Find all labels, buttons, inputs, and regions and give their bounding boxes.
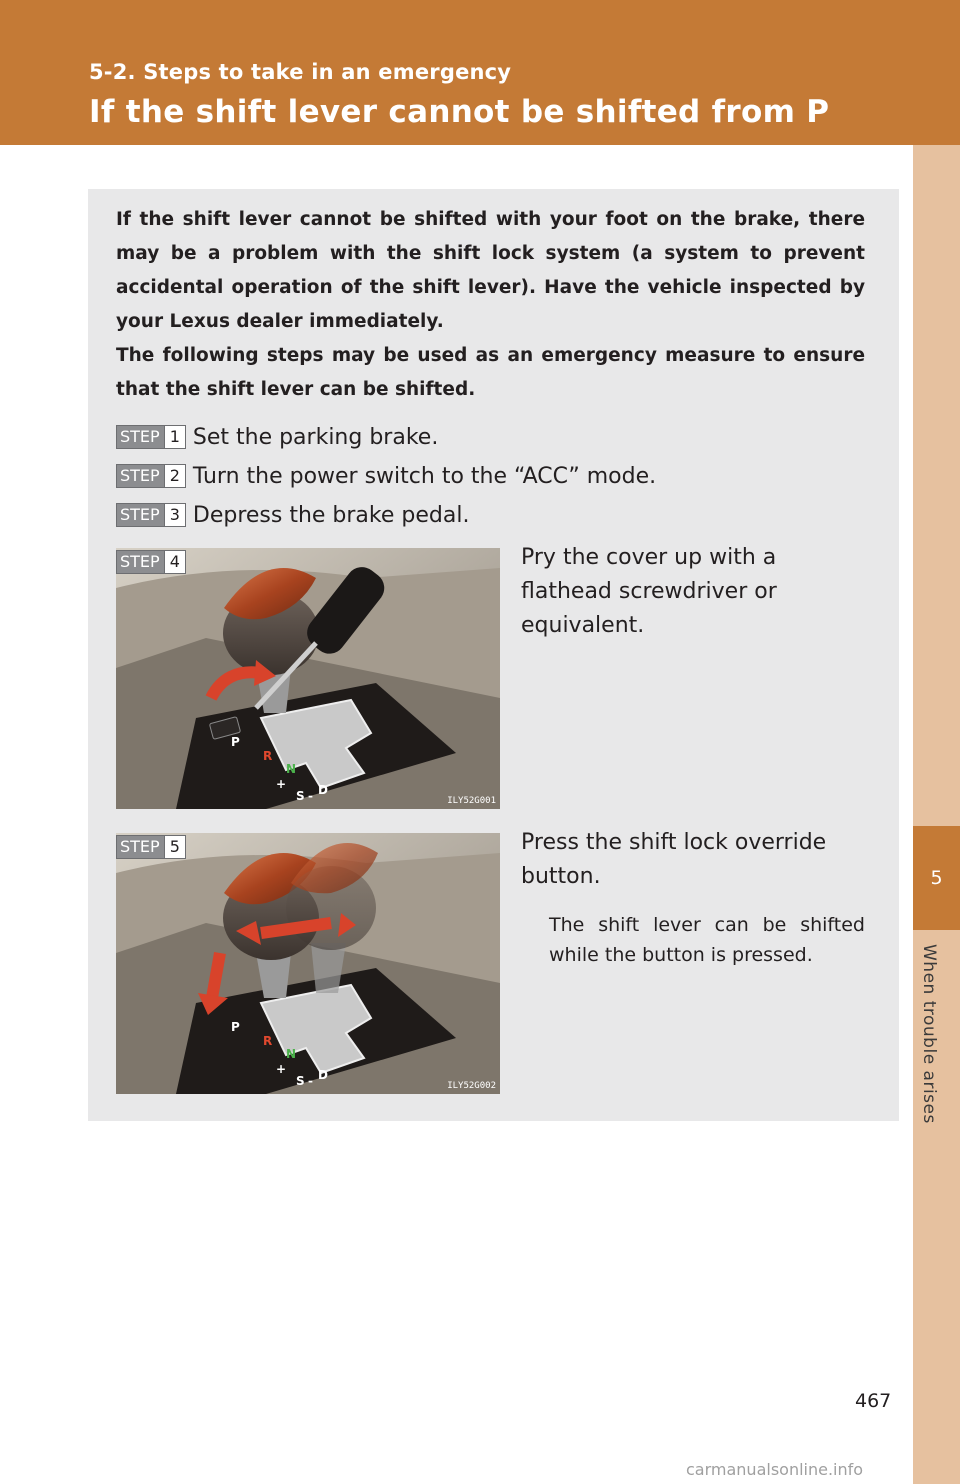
step-5-note: The shift lever can be shifted while the button is pressed.: [549, 914, 865, 966]
page-title: If the shift lever cannot be shifted from P: [89, 94, 830, 130]
step-badge: STEP 1: [116, 425, 186, 449]
intro-paragraph-2: The following steps may be used as an emergency measure to ensure that the shift lever can be shifted.: [116, 345, 865, 400]
gate-label-n: N: [286, 762, 297, 776]
image-code: ILY52G002: [447, 1081, 496, 1091]
gate-label-s: S: [296, 789, 305, 803]
gate-label-d: D: [318, 783, 328, 797]
page-header: [0, 0, 913, 145]
intro-text: [116, 203, 865, 407]
step-badge: STEP 4: [116, 550, 186, 574]
gate-label-plus: +: [276, 777, 287, 791]
gate-label-r: R: [263, 749, 273, 763]
gate-label-d: D: [318, 1068, 328, 1082]
section-title: 5-2. Steps to take in an emergency: [89, 60, 512, 84]
watermark: carmanualsonline.info: [686, 1460, 864, 1479]
step-3: [116, 502, 469, 528]
gate-label-p: P: [231, 1020, 240, 1034]
chapter-number-tab[interactable]: 5: [913, 826, 960, 930]
step-text: Turn the power switch to the “ACC” mode.: [192, 463, 657, 489]
step-text: Depress the brake pedal.: [192, 502, 470, 528]
chapter-title-vertical: When trouble arises: [919, 944, 939, 1124]
gate-label-minus: -: [308, 1074, 313, 1088]
step-badge: STEP 5: [116, 835, 186, 859]
shift-lock-override-illustration: [116, 833, 500, 1094]
step-4-badge-wrap: [116, 550, 186, 574]
gate-label-n: N: [286, 1047, 297, 1061]
step-4-text: Pry the cover up with a flathead screwdriver or equivalent.: [521, 545, 777, 638]
step-2: [116, 463, 656, 489]
step-1: [116, 424, 438, 450]
gate-label-r: R: [263, 1034, 273, 1048]
gate-label-p: P: [231, 735, 240, 749]
side-tab-top: [913, 0, 960, 145]
gate-label-minus: -: [308, 789, 313, 803]
step-5-illustration: [116, 833, 500, 1094]
step-5-badge-wrap: [116, 835, 186, 859]
step-4-illustration: [116, 548, 500, 809]
gate-label-s: S: [296, 1074, 305, 1088]
intro-paragraph-1: If the shift lever cannot be shifted with your foot on the brake, there may be a problem with the shift lock system (a system to prevent accidental operation of the shift lever). Have the vehicle inspected by your Lexus dealer immediately.: [116, 209, 865, 332]
gate-label-plus: +: [276, 1062, 287, 1076]
shift-lever-pry-illustration: [116, 548, 500, 809]
step-text: Set the parking brake.: [192, 424, 439, 450]
step-badge: STEP 3: [116, 503, 186, 527]
image-code: ILY52G001: [447, 796, 496, 806]
step-5-text: Press the shift lock override button.: [521, 830, 827, 889]
chapter-side-strip: [913, 145, 960, 1484]
step-badge: STEP 2: [116, 464, 186, 488]
page-number: 467: [855, 1390, 892, 1412]
